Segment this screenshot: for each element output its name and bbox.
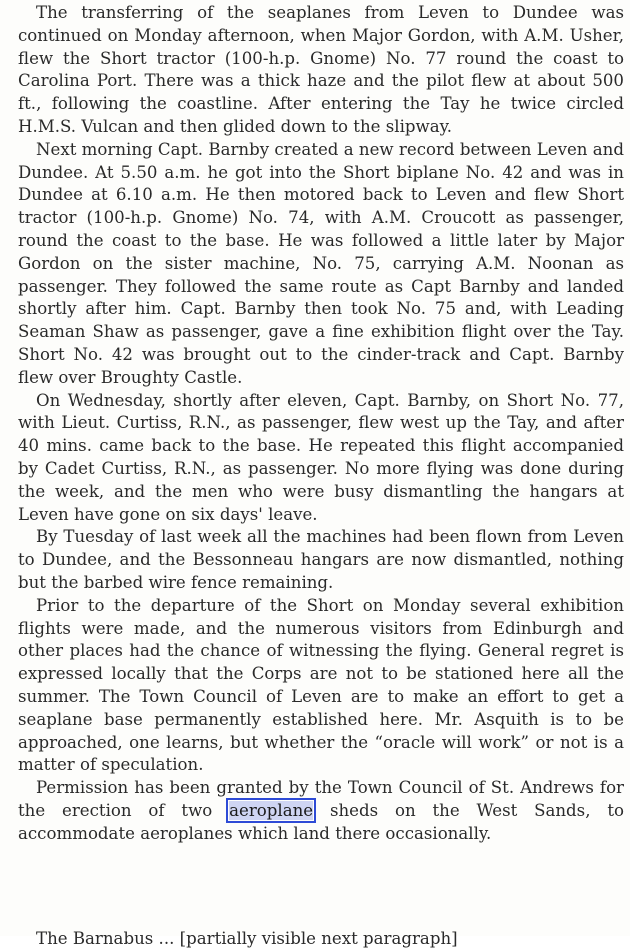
cut-off-next-line: The Barnabus ... [partially visible next paragraph] <box>36 929 458 948</box>
highlighted-word-aeroplane[interactable]: aeroplane <box>229 800 314 820</box>
paragraph-1: The transferring of the seaplanes from Leven to Dundee was continued on Monday afternoon, when Major Gordon, with A.M. Usher, flew the Short tractor (100-h.p. Gnome) No. 77 round the coast to Carolina Port. There was a thick haze and the pilot flew at about 500 ft., following the coastline. After entering the Tay he twice circled H.M.S. Vulcan and then glided down to the slipway. <box>18 3 624 136</box>
paragraph-6 <box>18 777 624 845</box>
paragraph-4: By Tuesday of last week all the machines had been flown from Leven to Dundee, and the Bessonneau hangars are now dismantled, nothing but the barbed wire fence remaining. <box>18 527 624 592</box>
paragraph-5: Prior to the departure of the Short on Monday several exhibition flights were made, and the numerous visitors from Edinburgh and other places had the chance of witnessing the flying. General regret is expressed locally that the Corps are not to be stationed here all the summer. The Town Council of Leven are to make an effort to get a seaplane base permanently established here. Mr. Asquith is to be approached, one learns, but whether the “oracle will work” or not is a matter of speculation. <box>18 595 624 775</box>
paragraph-2: Next morning Capt. Barnby created a new record between Leven and Dundee. At 5.50 a.m. he got into the Short biplane No. 42 and was in Dundee at 6.10 a.m. He then motored back to Leven and flew Short tractor (100-h.p. Gnome) No. 74, with A.M. Croucott as passenger, round the coast to the base. He was followed a little later by Major Gordon on the sister machine, No. 75, carrying A.M. Noonan as passenger. They followed the same route as Capt Barnby and landed shortly after him. Capt. Barnby then took No. 75 and, with Leading Seaman Shaw as passenger, gave a fine exhibition flight over the Tay. Short No. 42 was brought out to the cinder-track and Capt. Barnby flew over Broughty Castle. <box>18 139 624 387</box>
paragraph-6-after: sheds on the West Sands, to accommodate aeroplanes which land there occasionally. <box>18 800 624 843</box>
paragraph-6-before: Permission has been granted by the Town Council of St. Andrews for the erection of two <box>18 778 624 820</box>
paragraph-3: On Wednesday, shortly after eleven, Capt. Barnby, on Short No. 77, with Lieut. Curtiss, R.N., as passenger, flew west up the Tay, and after 40 mins. came back to the base. He repeated this flight accompanied by Cadet Curtiss, R.N., as passenger. No more flying was done during the week, and the men who were busy dismantling the hangars at Leven have gone on six days' leave. <box>18 390 624 524</box>
article-body <box>18 2 624 845</box>
